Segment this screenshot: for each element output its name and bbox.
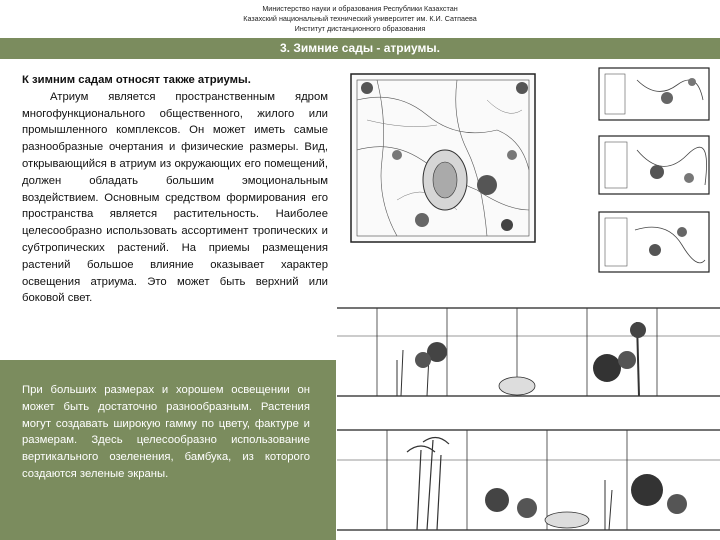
atrium-plan-drawing: [351, 74, 535, 242]
slide-header: [0, 0, 720, 36]
main-text: [22, 72, 328, 307]
slide-title: 3. Зимние сады - атриумы.: [279, 41, 440, 55]
ministry-line: Министерство науки и образования Республики Казахстан: [262, 4, 458, 13]
atrium-section-1: [337, 308, 720, 396]
lead-sentence: К зимним садам относят также атриумы.: [22, 74, 251, 86]
panel-text: При больших размерах и хорошем освещении он может быть достаточно разнообразным. Растения могут создавать широкую гамму по цвету, фактуре и размерам. Здесь целесообразно использование вертикального озеленения, бамбука, из которого создаются зеленые экраны.: [22, 384, 310, 480]
slide-title-bar: [0, 38, 720, 59]
institute-line: Институт дистанционного образования: [294, 24, 426, 33]
body-paragraph: Атриум является пространственным ядром многофункционального общественного, жилого или промышленного комплексов. Он может иметь самые разнообразные очертания и физические размеры. Вид, открывающийся в атриум из окружающих его помещений, должен обладать большим эмоциональным воздействием. Основным средством формирования его пространства является растительность. Наиболее целесообразно использовать ассортимент тропических и субтропических растений. На приемы размещения растений большое влияние оказывает характер освещения атриума. Это может быть верхний или боковой свет.: [22, 90, 328, 305]
atrium-drawings: [337, 60, 720, 540]
atrium-illustrations: [337, 60, 720, 540]
atrium-section-2: [337, 430, 720, 530]
floor-plans: [599, 68, 709, 272]
university-line: Казахский национальный технический университет им. К.И. Сатпаева: [243, 14, 477, 23]
